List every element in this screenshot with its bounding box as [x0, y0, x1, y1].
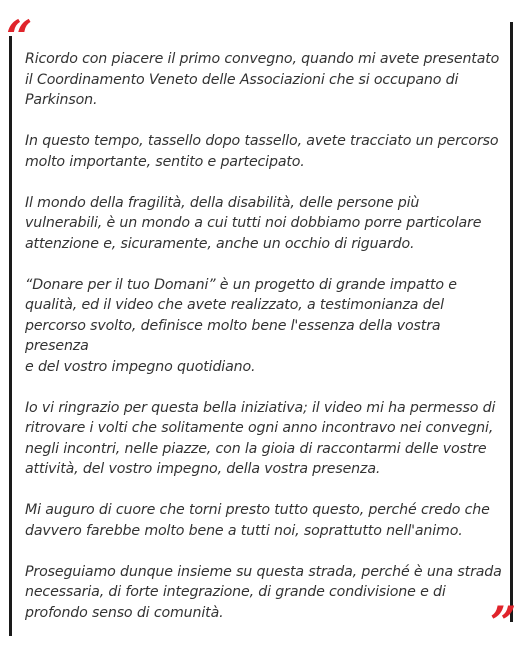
- quote-paragraph-5: Io vi ringrazio per questa bella iniziativa; il video mi ha permesso di ritrovare i volti che solitamente ogni anno incontravo nei convegni, negli incontri, nelle piazze, con la gioia di raccontarmi delle vostre attività, del vostro impegno, della vostra presenza.: [25, 399, 496, 477]
- quote-paragraph-7: Proseguiamo dunque insieme su questa strada, perché è una strada necessaria, di forte integrazione, di grande condivisione e di profondo senso di comunità.: [25, 563, 502, 621]
- quote-left-border: [9, 36, 12, 636]
- quote-right-border: [510, 22, 513, 622]
- quote-text: [25, 49, 507, 623]
- open-quote-icon: “: [6, 10, 27, 64]
- quote-paragraph-6: Mi auguro di cuore che torni presto tutto questo, perché credo che davvero farebbe molto bene a tutti noi, soprattutto nell'animo.: [25, 502, 490, 539]
- quote-paragraph-1: Ricordo con piacere il primo convegno, quando mi avete presentato il Coordinamento Veneto delle Associazioni che si occupano di Parkinson.: [25, 51, 500, 108]
- quote-paragraph-2: In questo tempo, tassello dopo tassello, avete tracciato un percorso molto importante, sentito e partecipato.: [25, 133, 499, 170]
- quote-paragraph-4: “Donare per il tuo Domani” è un progetto di grande impatto e qualità, ed il video che avete realizzato, a testimonianza del percorso svolto, definisce molto bene l'essenza della vostra presenza e del vostro impegno quotidiano.: [25, 276, 457, 375]
- quote-paragraph-3: Il mondo della fragilità, della disabilità, delle persone più vulnerabili, è un mondo a cui tutti noi dobbiamo porre particolare attenzione e, sicuramente, anche un occhio di riguardo.: [25, 194, 482, 252]
- close-quote-icon: ”: [490, 596, 511, 650]
